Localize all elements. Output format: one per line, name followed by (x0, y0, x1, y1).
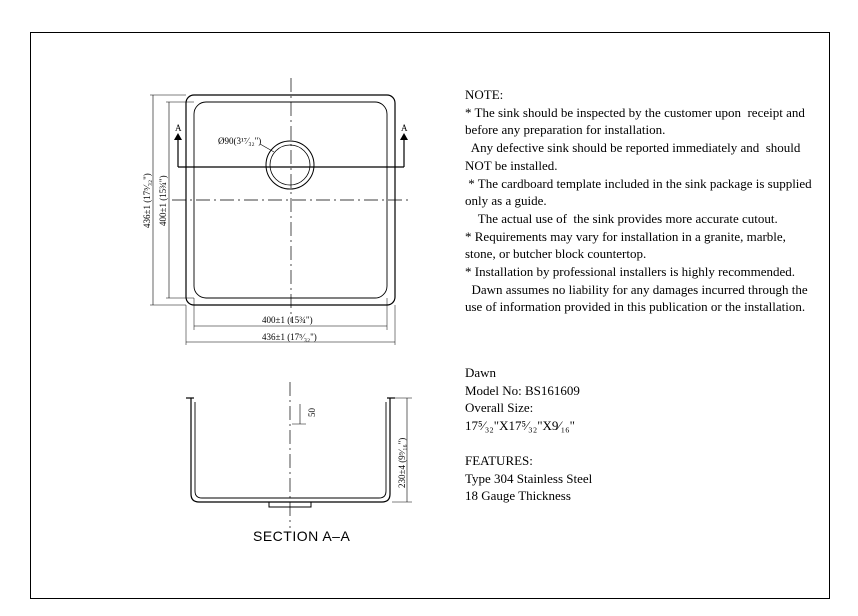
inner-width-label: 400±1 (15¾") (262, 315, 313, 325)
drain-leader (260, 144, 274, 152)
bowl-profile-inner (195, 402, 386, 498)
section-view (186, 382, 412, 528)
depth-label: 230±4 (9⁹⁄₁₆") (397, 437, 407, 488)
bowl-profile-outer (191, 398, 390, 502)
section-title: SECTION A–A (253, 528, 351, 544)
note-line: * The cardboard template included in the sink package is supplied (465, 175, 812, 191)
section-marker-left: A (175, 123, 182, 133)
note-line: * Installation by professional installers is highly recommended. (465, 264, 795, 280)
overall-size-label: Overall Size: (465, 400, 534, 415)
outer-height-label: 436±1 (17⁵⁄₃₂") (142, 173, 152, 228)
note-line: NOT be installed. (465, 157, 558, 173)
features-heading: FEATURES: (465, 453, 533, 468)
note-line: Dawn assumes no liability for any damages incurred through the (465, 281, 808, 297)
top-view (150, 78, 410, 345)
note-line: before any preparation for installation. (465, 122, 666, 138)
section-arrow-left (174, 133, 182, 140)
note-line: Any defective sink should be reported immediately and should (465, 140, 801, 156)
note-line: The actual use of the sink provides more accurate cutout. (465, 210, 778, 226)
section-arrow-right (400, 133, 408, 140)
notes-block (465, 86, 815, 316)
drain-outer-circle (266, 141, 314, 189)
inner-height-label: 400±1 (15¾") (158, 175, 168, 226)
feature-item: Type 304 Stainless Steel (465, 470, 593, 486)
outer-width-label: 436±1 (17⁵⁄₃₂") (262, 332, 317, 342)
note-line: use of information provided in this publication or the installation. (465, 299, 806, 315)
section-marker-right: A (401, 123, 408, 133)
brand-name: Dawn (465, 365, 497, 380)
sink-outer-rim (186, 95, 395, 305)
note-line: only as a guide. (465, 193, 547, 209)
depth-offset-label: 50 (307, 408, 317, 417)
feature-item: 18 Gauge Thickness (465, 488, 571, 503)
notes-heading: NOTE: (465, 87, 504, 102)
note-line: * The sink should be inspected by the customer upon receipt and (465, 104, 805, 120)
drain-inner-circle (270, 145, 310, 185)
drain-diameter-label: Ø90(3¹⁷⁄₃₂") (218, 136, 262, 146)
note-line: * Requirements may vary for installation in a granite, marble, (465, 228, 786, 244)
note-line: stone, or butcher block countertop. (465, 246, 647, 262)
overall-size-value: 17⁵⁄₃₂"X17⁵⁄₃₂"X9⁄₁₆" (465, 417, 575, 433)
product-spec-block (465, 364, 765, 505)
model-number: Model No: BS161609 (465, 382, 580, 398)
